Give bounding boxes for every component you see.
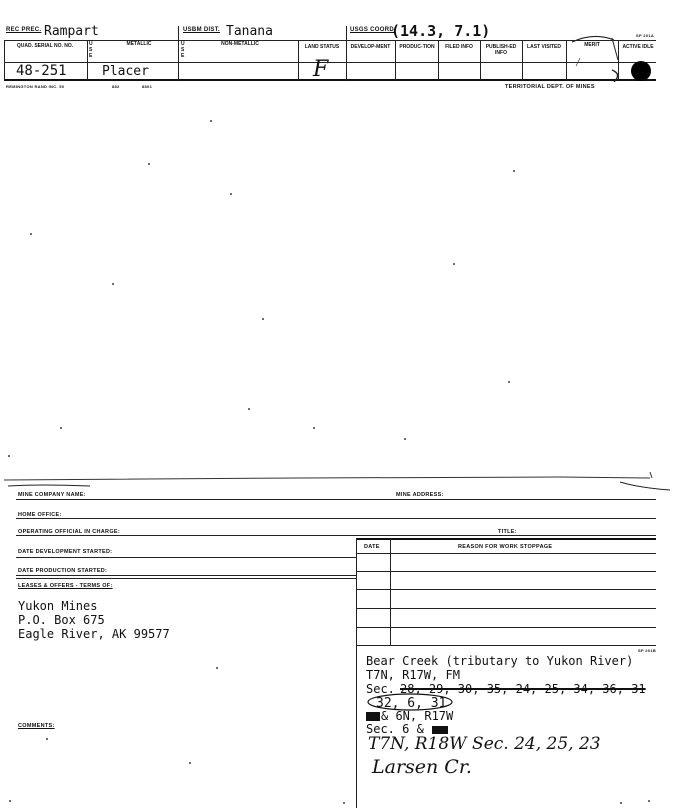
usgs-coord-label: USGS COORD. [350, 27, 396, 33]
col-development: DEVELOP-MENT [350, 44, 391, 50]
location-line-3-prefix: Sec. [366, 682, 395, 696]
col-filed-info: FILED INFO [445, 44, 473, 50]
title-label: TITLE: [498, 529, 517, 535]
territorial-label: TERRITORIAL DEPT. OF MINES [505, 84, 595, 90]
col-merit: MERIT [584, 42, 600, 48]
col-quad-serial: QUAD. SERIAL NO. NO. [16, 43, 74, 49]
col-production: PRODUC-TION [399, 44, 435, 50]
location-line-3-struck: 28, 29, 30, 35, 24, 25, 34, 36, 31 [400, 682, 646, 696]
form-code-top: SP 201A [636, 33, 655, 38]
printer-code-a: 882 [112, 84, 120, 89]
reason-col-label: REASON FOR WORK STOPPAGE [458, 544, 553, 550]
land-status-value: F [313, 57, 329, 82]
redaction-mark-2 [432, 726, 448, 734]
lessee-line-2: P.O. Box 675 [18, 613, 105, 627]
col-published-info: PUBLISH-ED INFO [485, 44, 517, 56]
metallic-value: Placer [102, 64, 149, 79]
rec-prec-value: Rampart [44, 24, 99, 39]
form-code-bottom: SP 201B [638, 648, 657, 653]
redaction-mark-1 [366, 712, 380, 721]
col-metallic: METALLIC [126, 41, 152, 47]
date-col-label: DATE [364, 544, 380, 550]
rec-prec-label: REC PREC. [6, 27, 42, 33]
mine-address-label: MINE ADDRESS: [396, 492, 444, 498]
location-line-6: Sec. 6 & [366, 722, 424, 736]
printer-line: REMINGTON RAND INC. 50 [6, 84, 65, 89]
location-line-4: 32, 6, 31 [376, 696, 447, 711]
lessee-line-1: Yukon Mines [18, 599, 98, 613]
comments-label: COMMENTS: [18, 723, 55, 729]
home-office-label: HOME OFFICE: [18, 512, 62, 518]
operating-official-label: OPERATING OFFICIAL IN CHARGE: [18, 529, 120, 535]
location-line-1: Bear Creek (tributary to Yukon River) [366, 654, 634, 668]
col-use-prefix: U S E [89, 41, 93, 59]
merit-pencil-mark [566, 30, 626, 82]
date-dev-label: DATE DEVELOPMENT STARTED: [18, 549, 113, 555]
quad-serial-value: 48-251 [16, 63, 67, 79]
printer-code-b: 8801 [142, 84, 153, 89]
usbm-dist-value: Tanana [226, 24, 273, 39]
location-line-5: & 6N, R17W [381, 709, 454, 723]
col-land-status: LAND STATUS [304, 44, 340, 50]
col-last-visited: LAST VISITED [527, 44, 561, 50]
usbm-dist-label: USBM DIST. [183, 27, 221, 33]
handwritten-line-1: T7N, R18W Sec. 24, 25, 23 [368, 734, 601, 754]
leases-label: LEASES & OFFERS - TERMS OF: [18, 583, 113, 589]
usgs-coord-value: (14.3, 7.1) [391, 22, 491, 40]
lessee-line-3: Eagle River, AK 99577 [18, 627, 170, 641]
col-use-prefix-2: U S E [181, 41, 185, 59]
col-non-metallic: NON-METALLIC [221, 41, 259, 47]
handwritten-line-2: Larsen Cr. [372, 756, 472, 778]
card-top-edge [0, 472, 678, 492]
location-line-2: T7N, R17W, FM [366, 668, 460, 682]
active-status-dot [631, 61, 651, 81]
col-active-idle: ACTIVE IDLE [622, 44, 654, 50]
date-prod-label: DATE PRODUCTION STARTED: [18, 568, 108, 574]
mine-company-name-label: MINE COMPANY NAME: [18, 492, 86, 498]
